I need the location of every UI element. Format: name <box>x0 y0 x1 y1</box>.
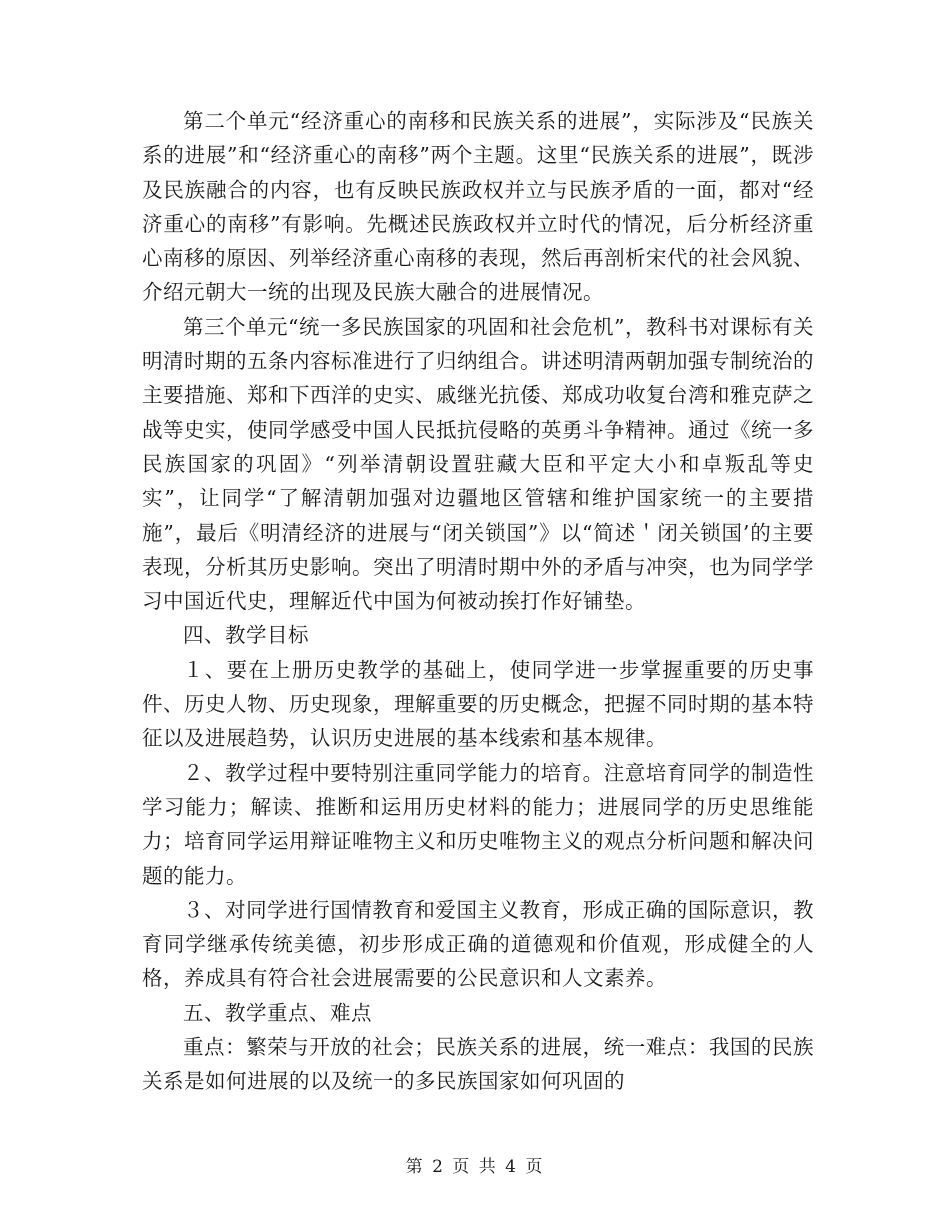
document-body <box>142 104 814 1099</box>
paragraph-goal-1: １、要在上册历史教学的基础上，使同学进一步掌握重要的历史事件、历史人物、历史现象，理解重要的历史概念，把握不同时期的基本特征以及进展趋势，认识历史进展的基本线索和基本规律。 <box>142 657 814 751</box>
paragraph-key-points: 重点：繁荣与开放的社会；民族关系的进展，统一难点：我国的民族关系是如何进展的以及统一的多民族国家如何巩固的 <box>142 1035 814 1094</box>
paragraph-unit-three: 第三个单元“统一多民族国家的巩固和社会危机”，教科书对课标有关明清时期的五条内容标准进行了归纳组合。讲述明清两朝加强专制统治的主要措施、郑和下西洋的史实、戚继光抗倭、郑成功收复台湾和雅克萨之战等史实，使同学感受中国人民抵抗侵略的英勇斗争精神。通过《统一多民族国家的巩固》“列举清朝设置驻藏大臣和平定大小和卓叛乱等史实”，让同学“了解清朝加强对边疆地区管辖和维护国家统一的主要措施”，最后《明清经济的进展与“闭关锁国”》以“简述＇闭关锁国’的主要表现，分析其历史影响。突出了明清时期中外的矛盾与冲突，也为同学学习中国近代史，理解近代中国为何被动挨打作好铺垫。 <box>142 314 814 614</box>
paragraph-unit-two: 第二个单元“经济重心的南移和民族关系的进展”，实际涉及“民族关系的进展”和“经济重心的南移”两个主题。这里“民族关系的进展”，既涉及民族融合的内容，也有反映民族政权并立与民族矛盾的一面，都对“经济重心的南移”有影响。先概述民族政权并立时代的情况，后分析经济重心南移的原因、列举经济重心南移的表现，然后再剖析宋代的社会风貌、介绍元朝大一统的出现及民族大融合的进展情况。 <box>142 109 814 305</box>
paragraph-goal-3: ３、对同学进行国情教育和爱国主义教育，形成正确的国际意识，教育同学继承传统美德，初步形成正确的道德观和价值观，形成健全的人格，养成具有符合社会进展需要的公民意识和人文素养。 <box>142 897 814 991</box>
heading-teaching-goals: 四、教学目标 <box>183 623 309 648</box>
paragraph-goal-2: ２、教学过程中要特别注重同学能力的培育。注意培育同学的制造性学习能力；解读、推断和运用历史材料的能力；进展同学的历史思维能力；培育同学运用辩证唯物主义和历史唯物主义的观点分析问题和解决问题的能力。 <box>142 760 814 888</box>
heading-key-points: 五、教学重点、难点 <box>183 1000 372 1025</box>
page-number-footer: 第 2 页 共 4 页 <box>405 1157 545 1177</box>
